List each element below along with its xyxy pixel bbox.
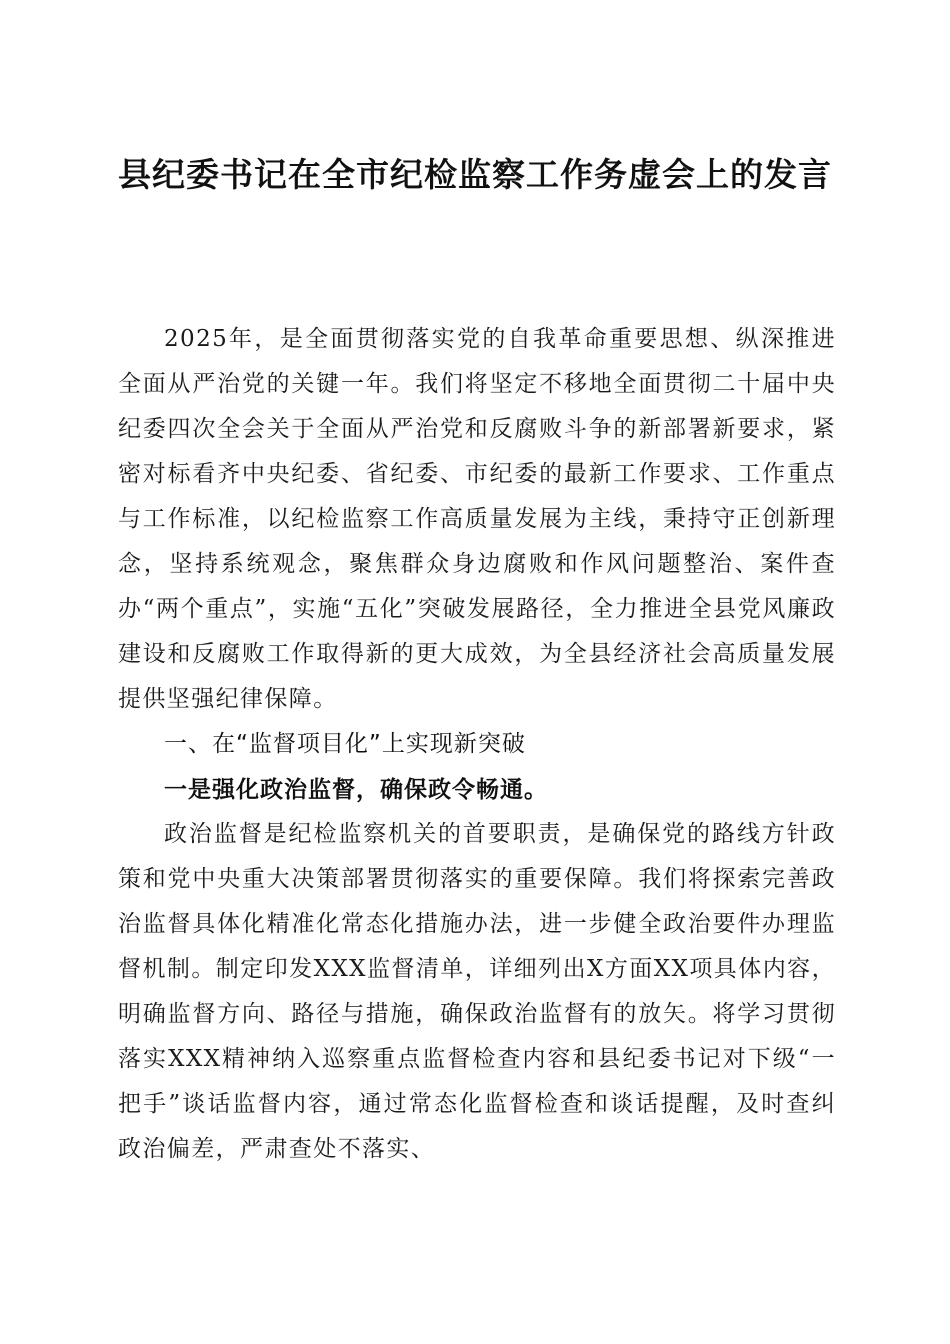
section-heading: 一、在“监督项目化”上实现新突破 <box>164 731 526 757</box>
subsection-heading: 一是强化政治监督，确保政令畅通。 <box>164 776 548 803</box>
document-title: 县纪委书记在全市纪检监察工作务虚会上的发言 <box>118 155 832 194</box>
document-body <box>118 317 836 1172</box>
section-paragraph: 政治监督是纪检监察机关的首要职责，是确保党的路线方针政策和党中央重大决策部署贯彻落实的重要保障。我们将探索完善政治监督具体化精准化常态化措施办法，进一步健全政治要件办理监督机制。制定印发XXX监督清单，详细列出X方面XX项具体内容，明确监督方向、路径与措施，确保政治监督有的放矢。将学习贯彻落实XXX精神纳入巡察重点监督检查内容和县纪委书记对下级“一把手”谈话监督内容，通过常态化监督检查和谈话提醒，及时查纠政治偏差，严肃查处不落实、 <box>118 821 836 1162</box>
intro-paragraph: 2025年，是全面贯彻落实党的自我革命重要思想、纵深推进全面从严治党的关键一年。我们将坚定不移地全面贯彻二十届中央纪委四次全会关于全面从严治党和反腐败斗争的新部署新要求，紧密对标看齐中央纪委、省纪委、市纪委的最新工作要求、工作重点与工作标准，以纪检监察工作高质量发展为主线，秉持守正创新理念，坚持系统观念，聚焦群众身边腐败和作风问题整治、案件查办“两个重点”，实施“五化”突破发展路径，全力推进全县党风廉政建设和反腐败工作取得新的更大成效，为全县经济社会高质量发展提供坚强纪律保障。 <box>118 326 836 712</box>
